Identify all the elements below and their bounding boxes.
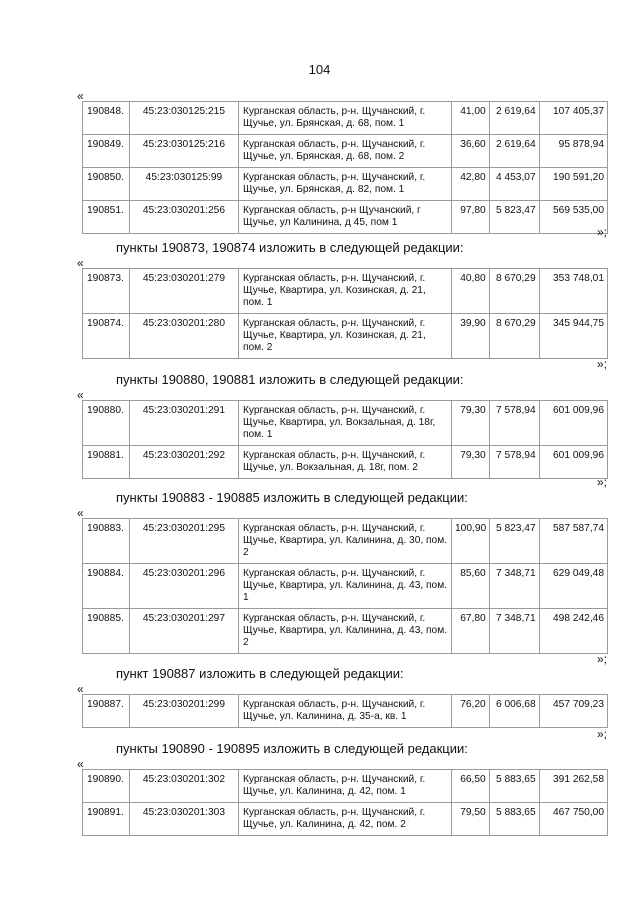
total-value: 345 944,75 <box>539 314 607 359</box>
unit-cost: 7 578,94 <box>489 446 539 479</box>
area: 85,60 <box>452 564 490 609</box>
cadastral-number: 45:23:030201:295 <box>129 519 238 564</box>
property-table <box>82 400 608 479</box>
cadastral-number: 45:23:030125:216 <box>129 135 238 168</box>
cadastral-number: 45:23:030201:280 <box>129 314 238 359</box>
open-quote: « <box>77 757 84 771</box>
unit-cost: 6 006,68 <box>489 695 539 728</box>
item-number: 190851. <box>83 201 130 234</box>
address: Курганская область, р-н. Щучанский, г. Щучье, Квартира, ул. Калинина, д. 30, пом. 2 <box>238 519 451 564</box>
unit-cost: 7 348,71 <box>489 609 539 654</box>
table-row <box>83 446 608 479</box>
area: 36,60 <box>452 135 490 168</box>
unit-cost: 4 453,07 <box>489 168 539 201</box>
total-value: 457 709,23 <box>539 695 607 728</box>
cadastral-number: 45:23:030201:291 <box>129 401 238 446</box>
unit-cost: 8 670,29 <box>489 314 539 359</box>
close-quote: »; <box>596 225 607 239</box>
address: Курганская область, р-н. Щучанский, г. Щучье, ул. Брянская, д. 82, пом. 1 <box>238 168 451 201</box>
item-number: 190884. <box>83 564 130 609</box>
area: 42,80 <box>452 168 490 201</box>
close-quote: »; <box>596 652 607 666</box>
cadastral-number: 45:23:030125:99 <box>129 168 238 201</box>
section-heading: пункт 190887 изложить в следующей редакции: <box>116 666 404 681</box>
table-row <box>83 135 608 168</box>
table-row <box>83 269 608 314</box>
total-value: 587 587,74 <box>539 519 607 564</box>
section-heading: пункты 190880, 190881 изложить в следующей редакции: <box>116 372 464 387</box>
open-quote: « <box>77 256 84 270</box>
unit-cost: 7 578,94 <box>489 401 539 446</box>
section-heading: пункты 190873, 190874 изложить в следующей редакции: <box>116 240 464 255</box>
cadastral-number: 45:23:030201:297 <box>129 609 238 654</box>
cadastral-number: 45:23:030201:279 <box>129 269 238 314</box>
cadastral-number: 45:23:030201:256 <box>129 201 238 234</box>
table-row <box>83 564 608 609</box>
item-number: 190890. <box>83 770 130 803</box>
property-table <box>82 694 608 728</box>
table-row <box>83 201 608 234</box>
item-number: 190850. <box>83 168 130 201</box>
open-quote: « <box>77 682 84 696</box>
item-number: 190874. <box>83 314 130 359</box>
unit-cost: 2 619,64 <box>489 135 539 168</box>
cadastral-number: 45:23:030201:296 <box>129 564 238 609</box>
item-number: 190883. <box>83 519 130 564</box>
area: 79,30 <box>452 401 490 446</box>
address: Курганская область, р-н. Щучанский, г. Щучье, ул. Вокзальная, д. 18г, пом. 2 <box>238 446 451 479</box>
unit-cost: 2 619,64 <box>489 102 539 135</box>
cadastral-number: 45:23:030201:302 <box>129 770 238 803</box>
area: 76,20 <box>452 695 490 728</box>
close-quote: »; <box>596 475 607 489</box>
item-number: 190849. <box>83 135 130 168</box>
unit-cost: 7 348,71 <box>489 564 539 609</box>
area: 100,90 <box>452 519 490 564</box>
address: Курганская область, р-н. Щучанский, г. Щучье, Квартира, ул. Вокзальная, д. 18г, пом. 1 <box>238 401 451 446</box>
unit-cost: 5 883,65 <box>489 770 539 803</box>
area: 79,30 <box>452 446 490 479</box>
total-value: 190 591,20 <box>539 168 607 201</box>
item-number: 190880. <box>83 401 130 446</box>
address: Курганская область, р-н. Щучанский, г. Щучье, Квартира, ул. Калинина, д. 43, пом. 1 <box>238 564 451 609</box>
unit-cost: 8 670,29 <box>489 269 539 314</box>
property-table <box>82 518 608 654</box>
area: 67,80 <box>452 609 490 654</box>
table-row <box>83 770 608 803</box>
item-number: 190891. <box>83 803 130 836</box>
page-number: 104 <box>308 62 331 77</box>
address: Курганская область, р-н. Щучанский, г. Щучье, ул. Калинина, д. 42, пом. 2 <box>238 803 451 836</box>
open-quote: « <box>77 89 84 103</box>
total-value: 95 878,94 <box>539 135 607 168</box>
address: Курганская область, р-н Щучанский, г Щучье, ул Калинина, д 45, пом 1 <box>238 201 451 234</box>
area: 97,80 <box>452 201 490 234</box>
property-table <box>82 769 608 836</box>
cadastral-number: 45:23:030201:292 <box>129 446 238 479</box>
area: 41,00 <box>452 102 490 135</box>
table-row <box>83 102 608 135</box>
total-value: 353 748,01 <box>539 269 607 314</box>
item-number: 190881. <box>83 446 130 479</box>
item-number: 190873. <box>83 269 130 314</box>
unit-cost: 5 823,47 <box>489 519 539 564</box>
total-value: 391 262,58 <box>539 770 607 803</box>
address: Курганская область, р-н. Щучанский, г. Щучье, ул. Калинина, д. 42, пом. 1 <box>238 770 451 803</box>
total-value: 107 405,37 <box>539 102 607 135</box>
item-number: 190887. <box>83 695 130 728</box>
open-quote: « <box>77 388 84 402</box>
table-row <box>83 695 608 728</box>
total-value: 601 009,96 <box>539 401 607 446</box>
item-number: 190848. <box>83 102 130 135</box>
table-row <box>83 609 608 654</box>
area: 66,50 <box>452 770 490 803</box>
table-row <box>83 314 608 359</box>
cadastral-number: 45:23:030201:303 <box>129 803 238 836</box>
close-quote: »; <box>596 727 607 741</box>
unit-cost: 5 823,47 <box>489 201 539 234</box>
area: 79,50 <box>452 803 490 836</box>
total-value: 498 242,46 <box>539 609 607 654</box>
section-heading: пункты 190883 - 190885 изложить в следующей редакции: <box>116 490 468 505</box>
area: 40,80 <box>452 269 490 314</box>
address: Курганская область, р-н. Щучанский, г. Щучье, Квартира, ул. Калинина, д. 43, пом. 2 <box>238 609 451 654</box>
unit-cost: 5 883,65 <box>489 803 539 836</box>
property-table <box>82 101 608 234</box>
table-row <box>83 168 608 201</box>
area: 39,90 <box>452 314 490 359</box>
property-table <box>82 268 608 359</box>
cadastral-number: 45:23:030125:215 <box>129 102 238 135</box>
total-value: 467 750,00 <box>539 803 607 836</box>
address: Курганская область, р-н. Щучанский, г. Щучье, ул. Калинина, д. 35-а, кв. 1 <box>238 695 451 728</box>
item-number: 190885. <box>83 609 130 654</box>
total-value: 569 535,00 <box>539 201 607 234</box>
address: Курганская область, р-н. Щучанский, г. Щучье, ул. Брянская, д. 68, пом. 2 <box>238 135 451 168</box>
total-value: 601 009,96 <box>539 446 607 479</box>
address: Курганская область, р-н. Щучанский, г. Щучье, ул. Брянская, д. 68, пом. 1 <box>238 102 451 135</box>
address: Курганская область, р-н. Щучанский, г. Щучье, Квартира, ул. Козинская, д. 21, пом. 2 <box>238 314 451 359</box>
section-heading: пункты 190890 - 190895 изложить в следующей редакции: <box>116 741 468 756</box>
table-row <box>83 519 608 564</box>
table-row <box>83 401 608 446</box>
cadastral-number: 45:23:030201:299 <box>129 695 238 728</box>
table-row <box>83 803 608 836</box>
close-quote: »; <box>596 357 607 371</box>
total-value: 629 049,48 <box>539 564 607 609</box>
open-quote: « <box>77 506 84 520</box>
address: Курганская область, р-н. Щучанский, г. Щучье, Квартира, ул. Козинская, д. 21, пом. 1 <box>238 269 451 314</box>
